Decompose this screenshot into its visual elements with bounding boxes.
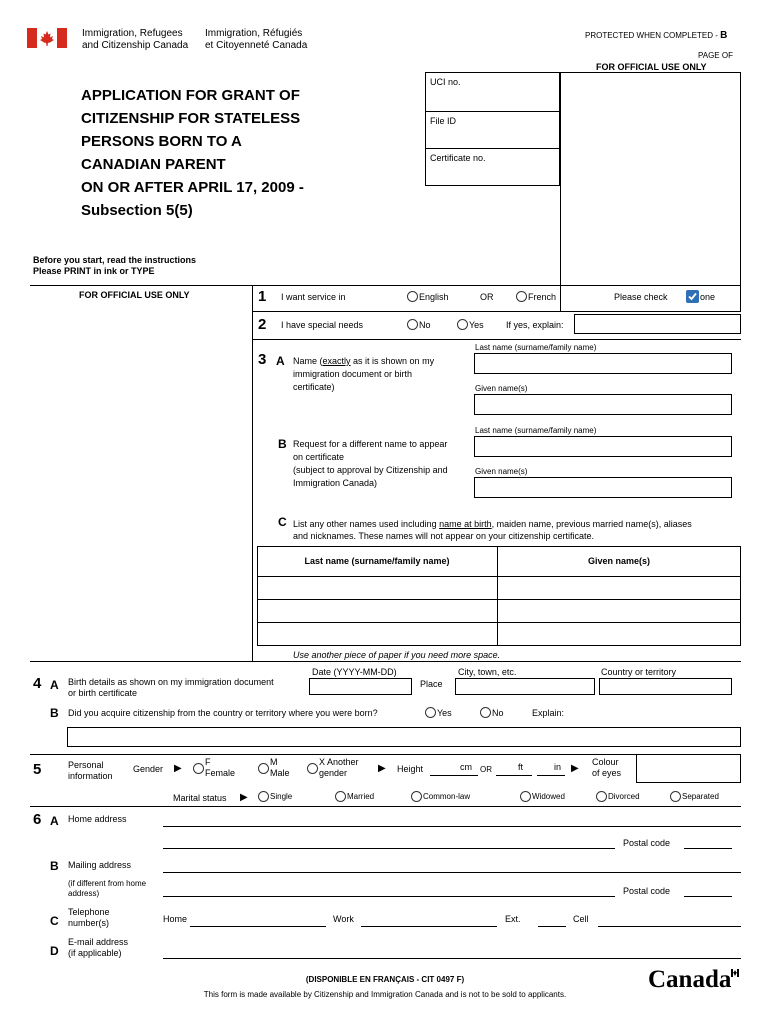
gender-x-option: X Another gender xyxy=(319,757,359,778)
section-6a-letter: A xyxy=(50,814,59,828)
special-needs-yes-radio[interactable] xyxy=(457,319,468,330)
canada-wordmark: Canada xyxy=(648,966,732,993)
acquire-yes-label: Yes xyxy=(437,708,452,718)
section-4a-letter: A xyxy=(50,678,59,692)
explain-label: If yes, explain: xyxy=(506,320,564,330)
other-given-names-cell-2[interactable] xyxy=(498,600,740,622)
birth-country-input[interactable] xyxy=(599,678,732,695)
other-last-name-cell-2[interactable] xyxy=(258,600,497,622)
eye-colour-label: Colour of eyes xyxy=(592,757,622,778)
marital-divorced-radio[interactable] xyxy=(596,791,607,802)
ft-label: ft xyxy=(518,762,524,772)
country-label: Country or territory xyxy=(601,667,677,677)
table-col-last-name: Last name (surname/family name) xyxy=(304,556,450,566)
section-3a-letter: A xyxy=(276,354,285,368)
arrow-right-icon: ▶ xyxy=(240,792,248,803)
other-last-name-cell-1[interactable] xyxy=(258,577,497,599)
personal-info-label: Personal information xyxy=(68,760,113,781)
home-phone-input[interactable] xyxy=(190,926,326,927)
height-cm-input[interactable] xyxy=(430,775,478,776)
title-line2: CITIZENSHIP FOR STATELESS xyxy=(81,110,301,127)
section-3c-letter: C xyxy=(278,515,287,529)
one-label: one xyxy=(700,292,716,302)
in-label: in xyxy=(554,762,562,772)
office-fields-box xyxy=(425,72,560,186)
given-names-a-label: Given name(s) xyxy=(475,384,528,393)
section-6b-letter: B xyxy=(50,859,59,873)
section-3-number: 3 xyxy=(258,351,267,368)
mailing-postal-code-label: Postal code xyxy=(623,886,671,896)
divorced-label: Divorced xyxy=(608,792,640,801)
other-given-names-cell-1[interactable] xyxy=(498,577,740,599)
marital-single-radio[interactable] xyxy=(258,791,269,802)
please-check-label: Please check xyxy=(614,292,668,302)
gender-f-radio[interactable] xyxy=(193,763,204,774)
french-label: French xyxy=(528,292,557,302)
other-names-label: List any other names used including name at birth, maiden name, previous married name(s), aliases and nicknames. These names will not appear on your citizenship certificate. xyxy=(293,519,692,541)
different-name-label: Request for a different name to appear on certificate (subject to approval by Citizenship and Immigration Canada) xyxy=(293,439,448,488)
gender-x-radio[interactable] xyxy=(307,763,318,774)
official-use-left: FOR OFFICIAL USE ONLY xyxy=(79,290,190,300)
acquire-citizenship-question: Did you acquire citizenship from the country or territory where you were born? xyxy=(68,708,378,718)
protected-level: B xyxy=(720,30,728,41)
mailing-address-label: Mailing address xyxy=(68,860,132,870)
acquire-yes-radio[interactable] xyxy=(425,707,436,718)
section-4b-letter: B xyxy=(50,706,59,720)
given-names-a-input[interactable] xyxy=(474,394,732,415)
marital-common-law-radio[interactable] xyxy=(411,791,422,802)
city-label: City, town, etc. xyxy=(458,667,517,677)
height-label: Height xyxy=(397,764,424,774)
section-2-number: 2 xyxy=(258,316,267,333)
acquire-explain-input[interactable] xyxy=(67,727,741,747)
home-address-label: Home address xyxy=(68,814,127,824)
dept-fr xyxy=(205,28,307,52)
checked-checkbox-icon[interactable] xyxy=(686,290,699,303)
height-or-label: OR xyxy=(480,765,492,774)
height-in-input[interactable] xyxy=(537,775,565,776)
other-given-names-cell-3[interactable] xyxy=(498,623,740,645)
page-of: PAGE OF xyxy=(698,51,733,60)
birth-details-label: Birth details as shown on my immigration document or birth certificate xyxy=(68,677,274,698)
gender-m-option: M Male xyxy=(270,757,290,778)
mailing-postal-code-input[interactable] xyxy=(684,896,732,897)
gender-f-option: F Female xyxy=(205,757,236,778)
official-use-top: FOR OFFICIAL USE ONLY xyxy=(596,62,707,72)
title-line1: APPLICATION FOR GRANT OF xyxy=(81,87,300,104)
ext-input[interactable] xyxy=(538,926,566,927)
name-as-shown-label: Name (exactly as it is shown on my immigration document or birth certificate) xyxy=(293,356,435,392)
title-line6: Subsection 5(5) xyxy=(81,202,193,219)
service-label: I want service in xyxy=(281,292,346,302)
ext-label: Ext. xyxy=(505,914,521,924)
last-name-b-input[interactable] xyxy=(474,436,732,457)
arrow-right-icon: ▶ xyxy=(571,763,579,774)
married-label: Married xyxy=(347,792,375,801)
french-availability: (DISPONIBLE EN FRANÇAIS - CIT 0497 F) xyxy=(305,975,465,984)
cell-phone-label: Cell xyxy=(573,914,589,924)
work-phone-input[interactable] xyxy=(361,926,497,927)
special-needs-explain-input[interactable] xyxy=(574,314,741,334)
arrow-right-icon: ▶ xyxy=(174,763,182,774)
place-label: Place xyxy=(420,679,443,689)
given-names-b-label: Given name(s) xyxy=(475,467,528,476)
uci-label: UCI no. xyxy=(430,77,461,87)
home-phone-label: Home xyxy=(163,914,188,924)
acquire-no-label: No xyxy=(492,708,504,718)
section-1-number: 1 xyxy=(258,288,267,305)
more-space-note: Use another piece of paper if you need more space. xyxy=(293,650,501,660)
special-needs-label: I have special needs xyxy=(281,320,364,330)
separated-label: Separated xyxy=(682,792,719,801)
acquire-no-radio[interactable] xyxy=(480,707,491,718)
dept-en xyxy=(82,28,188,52)
mailing-address-input[interactable] xyxy=(163,872,741,873)
birth-date-input[interactable] xyxy=(309,678,412,695)
title-line3: PERSONS BORN TO A xyxy=(81,133,242,150)
or-label: OR xyxy=(480,292,494,302)
other-last-name-cell-3[interactable] xyxy=(258,623,497,645)
special-needs-no-radio[interactable] xyxy=(407,319,418,330)
section-6c-letter: C xyxy=(50,914,59,928)
sale-notice: This form is made available by Citizenship and Immigration Canada and is not to be sold to applicants. xyxy=(203,990,567,999)
work-phone-label: Work xyxy=(333,914,354,924)
last-name-b-label: Last name (surname/family name) xyxy=(475,426,597,435)
dept-en-line1: Immigration, Refugees xyxy=(82,28,183,39)
section-6d-letter: D xyxy=(50,944,59,958)
cm-label: cm xyxy=(460,762,472,772)
section-6-number: 6 xyxy=(33,811,42,828)
marital-married-radio[interactable] xyxy=(335,791,346,802)
gender-m-radio[interactable] xyxy=(258,763,269,774)
wordmark-flag-icon xyxy=(731,964,739,972)
dept-fr-line2: et Citoyenneté Canada xyxy=(205,40,308,51)
english-radio[interactable] xyxy=(407,291,418,302)
acquire-explain-label: Explain: xyxy=(532,708,565,718)
canada-flag-icon xyxy=(27,28,67,48)
home-address-line2-input[interactable] xyxy=(163,848,615,849)
section-4-number: 4 xyxy=(33,675,42,692)
birth-city-input[interactable] xyxy=(455,678,595,695)
instructions: Before you start, read the instructions Please PRINT in ink or TYPE xyxy=(33,255,197,276)
file-id-label: File ID xyxy=(430,116,457,126)
marital-separated-radio[interactable] xyxy=(670,791,681,802)
no-label: No xyxy=(419,320,431,330)
height-ft-input[interactable] xyxy=(496,775,532,776)
home-postal-code-label: Postal code xyxy=(623,838,671,848)
gender-label: Gender xyxy=(133,764,164,774)
form-title xyxy=(81,84,304,222)
section-3b-letter: B xyxy=(278,437,287,451)
last-name-a-label: Last name (surname/family name) xyxy=(475,343,597,352)
yes-label: Yes xyxy=(469,320,484,330)
home-address-input[interactable] xyxy=(163,826,741,827)
cell-phone-input[interactable] xyxy=(598,926,741,927)
french-radio[interactable] xyxy=(516,291,527,302)
telephone-label: Telephone number(s) xyxy=(68,907,110,928)
mailing-address-line2-input[interactable] xyxy=(163,896,615,897)
arrow-right-icon: ▶ xyxy=(378,763,386,774)
marital-widowed-radio[interactable] xyxy=(520,791,531,802)
common-law-label: Common-law xyxy=(423,792,471,801)
mailing-note: (if different from home address) xyxy=(68,879,147,898)
title-line5: ON OR AFTER APRIL 17, 2009 - xyxy=(81,179,304,196)
eye-colour-input[interactable] xyxy=(636,754,741,783)
table-col-given-names: Given name(s) xyxy=(587,556,651,566)
section-5-number: 5 xyxy=(33,761,42,778)
certificate-label: Certificate no. xyxy=(430,153,486,163)
given-names-b-input[interactable] xyxy=(474,477,732,498)
email-input[interactable] xyxy=(163,958,741,959)
email-label: E-mail address (if applicable) xyxy=(68,937,129,958)
dept-fr-line1: Immigration, Réfugiés xyxy=(205,28,303,39)
english-label: English xyxy=(419,292,449,302)
date-label: Date (YYYY-MM-DD) xyxy=(312,667,397,677)
marital-status-label: Marital status xyxy=(173,793,227,803)
single-label: Single xyxy=(270,792,293,801)
last-name-a-input[interactable] xyxy=(474,353,732,374)
protected-label: PROTECTED WHEN COMPLETED - B xyxy=(585,30,728,41)
home-postal-code-input[interactable] xyxy=(684,848,732,849)
official-use-stamp-box xyxy=(560,72,741,312)
widowed-label: Widowed xyxy=(532,792,565,801)
title-line4: CANADIAN PARENT xyxy=(81,156,226,173)
dept-en-line2: and Citizenship Canada xyxy=(82,40,189,51)
